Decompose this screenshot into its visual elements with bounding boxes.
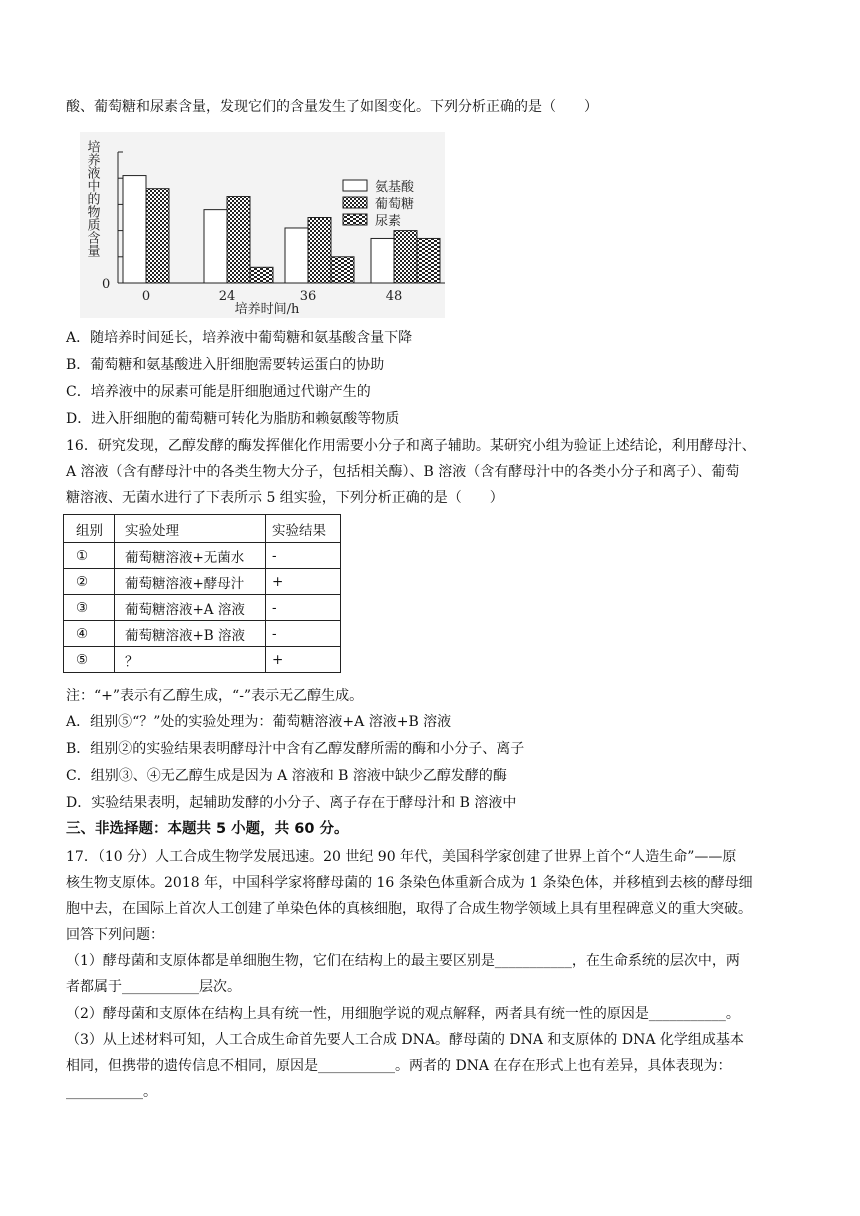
- q17-line-9: 相同，但携带的遗传信息不相同，原因是___________。两者的 DNA 在存在形式上也有差异，具体表现为：: [66, 1058, 732, 1074]
- q16-stem-line-2: A 溶液（含有酵母汁中的各类生物大分子，包括相关酶）、B 溶液（含有酵母汁中的各类小分子和离子）、葡萄: [66, 464, 740, 480]
- bar-glucose: [227, 197, 250, 283]
- q15-option-d: D．进入肝细胞的葡萄糖可转化为脂肪和赖氨酸等物质: [66, 411, 400, 427]
- legend-glucose-swatch: [343, 197, 367, 208]
- table-cell-treatment: 葡萄糖溶液+无菌水: [115, 543, 266, 569]
- q16-stem-line-3: 糖溶液、无菌水进行了下表所示 5 组实验，下列分析正确的是（ ）: [66, 490, 504, 506]
- bar-glucose: [394, 231, 417, 283]
- table-cell-treatment: ？: [115, 647, 266, 673]
- x-axis-label: 培养时间/h: [234, 302, 300, 317]
- q17-line-2: 核生物支原体。2018 年，中国科学家将酵母菌的 16 条染色体重新合成为 1 条染色体，并移植到去核的酵母细: [66, 875, 753, 891]
- legend-amino-acid-swatch: [343, 180, 367, 191]
- q15-option-c: C．培养液中的尿素可能是肝细胞通过代谢产生的: [66, 384, 371, 400]
- legend-urea-swatch: [343, 214, 367, 225]
- bar-glucose: [308, 218, 331, 284]
- bar-chart: [80, 132, 445, 318]
- x-tick-label: 48: [385, 289, 403, 304]
- table-cell-result: -: [266, 543, 341, 569]
- q17-line-3: 胞中去，在国际上首次人工创建了单染色体的真核细胞，取得了合成生物学领域上具有里程碑意义的重大突破。: [66, 901, 752, 917]
- table-row: [64, 621, 341, 647]
- q16-stem-line-1: 16．研究发现，乙醇发酵的酶发挥催化作用需要小分子和离子辅助。某研究小组为验证上述结论，利用酵母汁、: [66, 438, 756, 454]
- y-tick-label: 0: [102, 277, 111, 292]
- table-cell-group: ③: [64, 595, 115, 621]
- table-cell-result: +: [266, 569, 341, 595]
- q17-line-10: ___________。: [66, 1084, 157, 1100]
- intro-line: 酸、葡萄糖和尿素含量，发现它们的含量发生了如图变化。下列分析正确的是（ ）: [66, 99, 598, 115]
- bar-glucose: [146, 189, 169, 283]
- bar-amino-acid: [371, 238, 394, 283]
- bar-amino-acid: [285, 228, 308, 283]
- table-row: [64, 647, 341, 673]
- table-cell-result: +: [266, 647, 341, 673]
- x-tick-label: 36: [299, 289, 317, 304]
- q17-line-1: 17．（10 分）人工合成生物学发展迅速。20 世纪 90 年代，美国科学家创建了世界上首个“人造生命”——原: [66, 849, 737, 865]
- table-row: [64, 595, 341, 621]
- header-result: 实验结果: [266, 515, 341, 543]
- table-cell-result: -: [266, 595, 341, 621]
- section-title: 三、非选择题：本题共 5 小题，共 60 分。: [66, 821, 349, 837]
- q17-line-4: 回答下列问题：: [66, 927, 164, 943]
- q15-option-b: B．葡萄糖和氨基酸进入肝细胞需要转运蛋白的协助: [66, 357, 385, 373]
- x-tick-label: 24: [218, 289, 236, 304]
- table-header-row: [64, 515, 341, 543]
- table-row: [64, 543, 341, 569]
- table-row: [64, 569, 341, 595]
- bar-urea: [250, 267, 273, 283]
- legend-urea-label: 尿素: [375, 214, 402, 229]
- legend-glucose-label: 葡萄糖: [375, 197, 415, 212]
- q17-line-6: 者都属于___________层次。: [66, 979, 241, 995]
- legend-amino-acid-label: 氨基酸: [375, 180, 415, 195]
- bar-urea: [417, 238, 440, 283]
- table-cell-group: ①: [64, 543, 115, 569]
- bar-urea: [331, 257, 354, 283]
- table-cell-group: ②: [64, 569, 115, 595]
- table-cell-treatment: 葡萄糖溶液+酵母汁: [115, 569, 266, 595]
- q16-option-a: A．组别⑤“？”处的实验处理为：葡萄糖溶液+A 溶液+B 溶液: [66, 714, 452, 730]
- table-note: 注：“+”表示有乙醇生成，“-”表示无乙醇生成。: [66, 688, 364, 704]
- table-cell-treatment: 葡萄糖溶液+A 溶液: [115, 595, 266, 621]
- x-tick-label: 0: [141, 289, 151, 304]
- table-cell-group: ⑤: [64, 647, 115, 673]
- bar-amino-acid: [204, 210, 227, 283]
- q16-option-b: B．组别②的实验结果表明酵母汁中含有乙醇发酵所需的酶和小分子、离子: [66, 741, 525, 757]
- q16-option-d: D．实验结果表明，起辅助发酵的小分子、离子存在于酵母汁和 B 溶液中: [66, 795, 517, 811]
- table-cell-group: ④: [64, 621, 115, 647]
- q16-option-c: C．组别③、④无乙醇生成是因为 A 溶液和 B 溶液中缺少乙醇发酵的酶: [66, 768, 507, 784]
- bar-amino-acid: [123, 176, 146, 283]
- q17-line-5: （1）酵母菌和支原体都是单细胞生物，它们在结构上的最主要区别是___________，在生命系统的层次中，两: [66, 953, 740, 969]
- table-cell-treatment: 葡萄糖溶液+B 溶液: [115, 621, 266, 647]
- experiment-table: [63, 514, 341, 673]
- header-treatment: 实验处理: [115, 515, 266, 543]
- header-group: 组别: [64, 515, 115, 543]
- q15-option-a: A．随培养时间延长，培养液中葡萄糖和氨基酸含量下降: [66, 330, 413, 346]
- q17-line-7: （2）酵母菌和支原体在结构上具有统一性，用细胞学说的观点解释，两者具有统一性的原因是___________。: [66, 1006, 740, 1022]
- q17-line-8: （3）从上述材料可知，人工合成生命首先要人工合成 DNA。酵母菌的 DNA 和支原体的 DNA 化学组成基本: [66, 1032, 744, 1048]
- y-axis-label: 培养液中的物质含量: [84, 140, 100, 257]
- table-cell-result: -: [266, 621, 341, 647]
- bar-chart-svg: [80, 132, 445, 318]
